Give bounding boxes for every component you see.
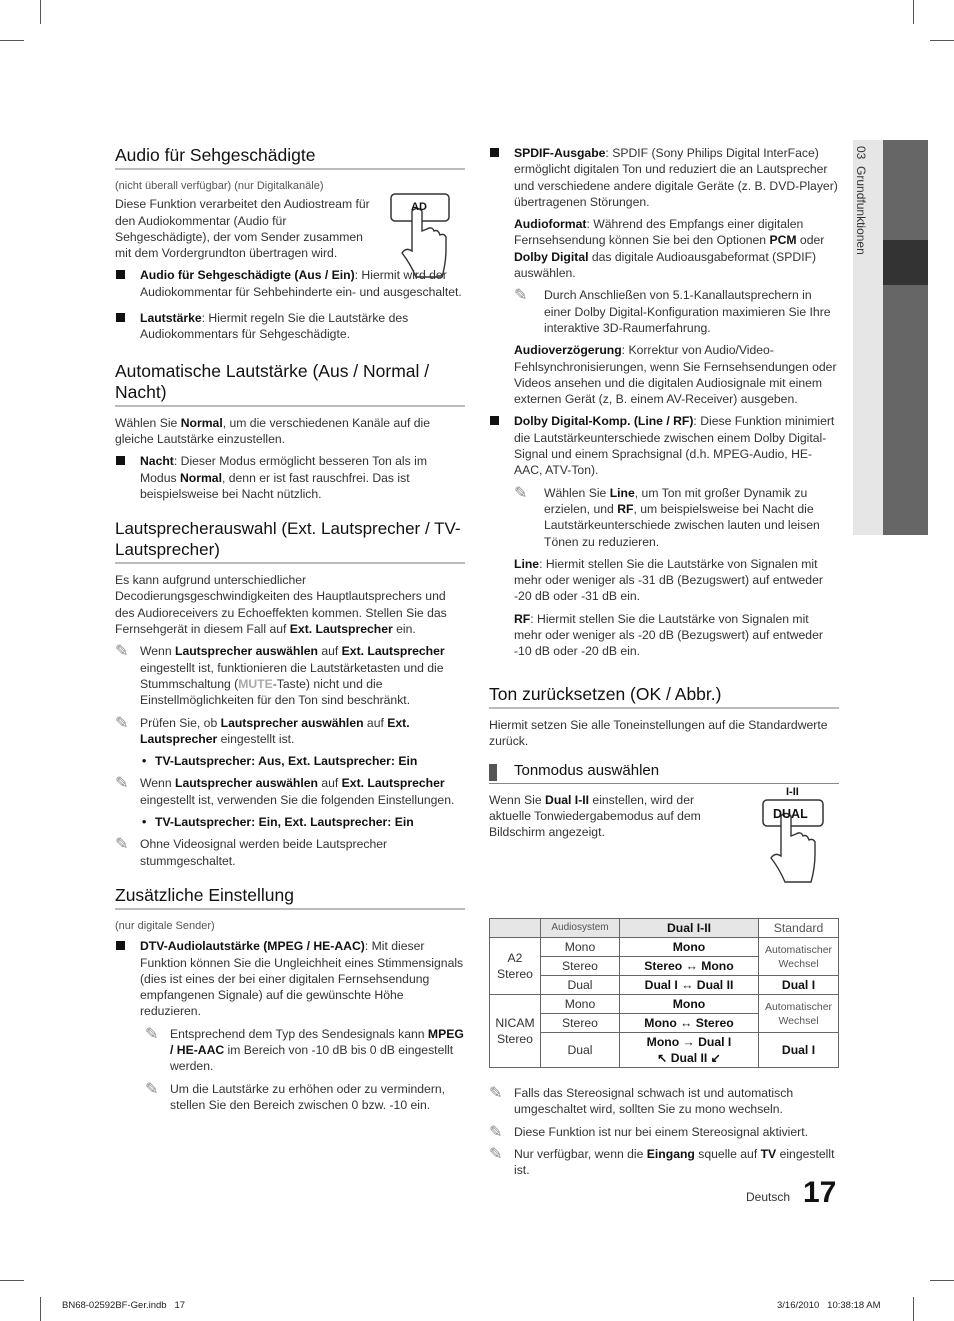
crop-mark	[930, 40, 954, 41]
note: ✎ Diese Funktion ist nur bei einem Stereosignal aktiviert.	[489, 1121, 808, 1141]
table-row: Dual Dual I ↔ Dual II Dual I	[490, 976, 839, 995]
paragraph: Line: Hiermit stellen Sie die Lautstärke von Signalen mit mehr oder weniger als -31 dB (Bezugswert) auf entweder -20 dB oder -31 dB ein.	[514, 556, 823, 604]
note: ✎ Durch Anschließen von 5.1-Kanallautsprechern in einer Dolby Digital-Konfiguration maximieren Sie Ihre interaktive 3D-Raumerfahrung.	[514, 285, 831, 335]
square-bullet-icon	[490, 148, 499, 157]
print-file-info: BN68-02592BF-Ger.indb 17	[62, 1300, 186, 1311]
print-date: 3/16/2010 10:38:18 AM	[777, 1300, 881, 1311]
table-row: Audiosystem Dual I-II Standard	[490, 919, 839, 938]
chapter-tab-dark	[883, 140, 928, 535]
note-pencil-icon: ✎	[145, 1023, 159, 1043]
table-notes	[489, 1085, 839, 1184]
subheading-bar	[489, 764, 497, 781]
note: ✎ Ohne Videosignal werden beide Lautsprecher stummgeschaltet.	[115, 834, 388, 868]
note: ✎ Prüfen Sie, ob Lautsprecher auswählen auf Ext. Lautsprecher eingestellt ist.	[115, 712, 410, 746]
crop-mark	[40, 1297, 41, 1321]
crop-mark	[0, 40, 24, 41]
crop-mark	[930, 1280, 954, 1281]
left-column	[115, 145, 465, 1119]
note: ✎ Entsprechend dem Typ des Sendesignals kann MPEG / HE-AAC im Bereich von -10 dB bis 0 dB eingestellt werden.	[145, 1023, 464, 1074]
page-language: Deutsch	[746, 1190, 791, 1204]
section-title: Ton zurücksetzen (OK / Abbr.)	[489, 683, 722, 704]
note-pencil-icon: ✎	[514, 482, 528, 502]
table-row: A2 Stereo Mono Mono Automatischer Wechsel	[490, 938, 839, 957]
section-title: Lautsprecherauswahl (Ext. Lautsprecher / TV-Lautsprecher)	[115, 519, 461, 560]
square-bullet-icon	[116, 270, 125, 279]
bullet-item: • TV-Lautsprecher: Aus, Ext. Lautsprecher: Ein	[142, 754, 418, 769]
note: ✎ Wenn Lautsprecher auswählen auf Ext. Lautsprecher eingestellt ist, verwenden Sie die folgenden Einstellungen.	[115, 773, 455, 807]
paragraph: Es kann aufgrund unterschiedlicher Decodierungsgeschwindigkeiten des Hauptlautsprechers und des Audioreceivers zu Echoeffekten kommen. Stellen Sie das Fernsehgerät in diesem Fall auf Ext. Lautsprecher ein.	[115, 573, 447, 637]
paragraph: Hiermit setzen Sie alle Toneinstellungen auf die Standardwerte zurück.	[489, 717, 828, 748]
note-pencil-icon: ✎	[145, 1078, 159, 1098]
ad-label: AD	[411, 201, 427, 214]
list-item: DTV-Audiolautstärke (MPEG / HE-AAC): Mit dieser Funktion können Sie die Ungleichheit eines Stimmensignals (dies ist eines der bei einer digitalen Fernsehsendung empfangenen Signale) auf die gewünschte Höhe reduzieren.	[115, 938, 465, 1019]
note: ✎ Wenn Lautsprecher auswählen auf Ext. Lautsprecher eingestellt ist, funktionieren die Lautstärketasten und die Stummschaltung (MUTE-Taste) nicht und die Einstellmöglichkeiten für den Ton sind beschränkt.	[115, 641, 445, 708]
note-pencil-icon: ✎	[115, 773, 129, 793]
bullet-item: • TV-Lautsprecher: Ein, Ext. Lautsprecher: Ein	[142, 815, 414, 830]
square-bullet-icon	[490, 416, 499, 425]
section-lautsprecherauswahl	[115, 518, 465, 869]
table-row: Stereo Mono ↔ Stereo	[490, 1014, 839, 1033]
square-bullet-icon	[116, 456, 125, 465]
hand-press-icon	[761, 784, 831, 884]
square-bullet-icon	[116, 313, 125, 322]
section-title: Audio für Sehgeschädigte	[115, 145, 316, 165]
list-item: SPDIF-Ausgabe: SPDIF (Sony Philips Digital InterFace) ermöglicht digitalen Ton und reduziert die an Lautsprecher und verschiedene andere digitale Geräte (z. B. DVD-Player) übertragenen Störungen.	[489, 145, 839, 210]
note: ✎ Nur verfügbar, wenn die Eingang squelle auf TV eingestellt ist.	[489, 1143, 835, 1178]
chapter-title: Grundfunktionen	[854, 166, 868, 255]
section-ton-zuruecksetzen	[489, 684, 839, 750]
note: ✎ Falls das Stereosignal schwach ist und automatisch umgeschaltet wird, sollten Sie zu mono wechseln.	[489, 1083, 794, 1117]
note-pencil-icon: ✎	[115, 834, 129, 854]
chapter-number: 03	[854, 146, 868, 160]
crop-mark	[913, 1297, 914, 1321]
section-title: Automatische Lautstärke (Aus / Normal / Nacht)	[115, 360, 430, 402]
availability-note: (nur digitale Sender)	[115, 919, 215, 932]
dual-top-label: I-II	[786, 785, 799, 798]
subsection-title: Tonmodus auswählen	[514, 762, 660, 780]
note-pencil-icon: ✎	[514, 285, 528, 305]
table-row: Stereo Stereo ↔ Mono	[490, 957, 839, 976]
note-pencil-icon: ✎	[115, 712, 129, 732]
table-row: Dual Mono → Dual I ↖ Dual II ↙ Dual I	[490, 1033, 839, 1068]
list-item: Dolby Digital-Komp. (Line / RF): Diese Funktion minimiert die Lautstärkeunterschiede zwischen einem Dolby Digital-Signal und einem Sprachsignal (d.h. MPEG-Audio, HE-AAC, ATV-Ton).	[489, 413, 839, 478]
note-pencil-icon: ✎	[489, 1121, 503, 1141]
section-title: Zusätzliche Einstellung	[115, 884, 294, 905]
paragraph: Wenn Sie Dual I-II einstellen, wird der aktuelle Tonwiedergabemodus auf dem Bildschirm angezeigt.	[489, 792, 701, 840]
dual-label: DUAL	[773, 806, 808, 821]
note: ✎ Wählen Sie Line, um Ton mit großer Dynamik zu erzielen, und RF, um beispielsweise bei Nacht die Lautstärkeunterschiede zwischen lauten und leisen Tönen zu reduzieren.	[514, 482, 820, 549]
section-automatische-lautstaerke	[115, 361, 465, 502]
note: ✎ Um die Lautstärke zu erhöhen oder zu vermindern, stellen Sie den Bereich zwischen 0 bzw. -10 ein.	[145, 1078, 446, 1112]
crop-mark	[913, 0, 914, 24]
list-item: Audio für Sehgeschädigte (Aus / Ein): Hiermit wird der Audiokommentar für Sehbehinderte ein- und ausgeschaltet.	[115, 267, 465, 300]
intro-text: Diese Funktion verarbeitet den Audiostream für den Audiokommentar (Audio für Sehgeschädigte), der vom Sender zusammen mit dem Vordergrundton übertragen wird.	[115, 197, 370, 261]
tonmodus-table	[489, 918, 839, 1068]
crop-mark	[40, 0, 41, 24]
list-item: Lautstärke: Hiermit regeln Sie die Lautstärke des Audiokommentars für Sehgeschädigte.	[115, 310, 465, 343]
note-pencil-icon: ✎	[115, 641, 129, 661]
right-column	[489, 145, 839, 846]
chapter-tab-active	[883, 240, 928, 285]
chapter-label	[854, 146, 868, 255]
section-tonmodus	[489, 763, 839, 840]
crop-mark	[0, 1280, 24, 1281]
section-zusaetzliche-einstellung	[115, 885, 465, 1113]
availability-note: (nicht überall verfügbar) (nur Digitalkanäle)	[115, 180, 324, 192]
list-item: Nacht: Dieser Modus ermöglicht besseren Ton als im Modus Normal, denn er ist fast rauschfrei. Das ist beispielsweise bei Nacht nützlich.	[115, 453, 465, 502]
paragraph: Audioformat: Während des Empfangs einer digitalen Fernsehsendung können Sie bei den Optionen PCM oder Dolby Digital das digitale Audioausgabeformat (SPDIF) auswählen.	[514, 217, 825, 281]
note-pencil-icon: ✎	[489, 1143, 503, 1163]
paragraph: RF: Hiermit stellen Sie die Lautstärke von Signalen mit mehr oder weniger als -20 dB (Bezugswert) auf entweder -10 dB oder -20 dB ein.	[514, 611, 823, 659]
square-bullet-icon	[116, 941, 125, 950]
section-audio-sehgeschaedigte	[115, 145, 465, 343]
page-number: 17	[803, 1176, 837, 1209]
dual-button-illustration	[761, 784, 831, 884]
paragraph: Wählen Sie Normal, um die verschiedenen Kanäle auf die gleiche Lautstärke einzustellen.	[115, 415, 431, 446]
paragraph: Audioverzögerung: Korrektur von Audio/Video-Fehlsynchronisierungen, wenn Sie Fernsehsendungen oder Videos ansehen und die digitalen Audiosignale mit einem externen Gerät (z, B. einem AV-Receiver) ausgeben.	[514, 343, 837, 407]
table-row: NICAM Stereo Mono Mono Automatischer Wechsel	[490, 995, 839, 1014]
note-pencil-icon: ✎	[489, 1083, 503, 1102]
